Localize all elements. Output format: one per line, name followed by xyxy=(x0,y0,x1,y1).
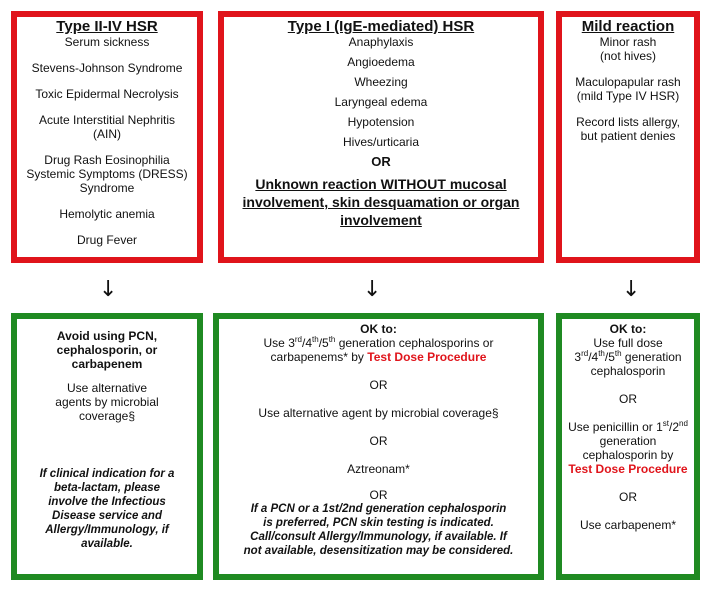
or-3: OR xyxy=(369,488,388,502)
or-label: OR xyxy=(371,154,391,169)
clinical-note-line-2: beta-lactam, please xyxy=(53,482,161,494)
ain-line-1: Acute Interstitial Nephritis xyxy=(38,113,176,127)
avoid-line-3: carbapenem xyxy=(71,357,143,371)
ain-line-2: (AIN) xyxy=(93,127,121,141)
type-1-hsr-box xyxy=(218,11,544,263)
ok-to-label: OK to: xyxy=(360,322,397,336)
type-2-4-hsr-title: Type II-IV HSR xyxy=(56,18,158,35)
pcn-note-line-4: not available, desensitization may be considered. xyxy=(243,545,514,557)
or-2: OR xyxy=(369,434,388,448)
alt-agent: Use alternative agent by microbial coverage§ xyxy=(258,406,499,420)
mild-reaction-title: Mild reaction xyxy=(581,18,675,35)
clinical-note-line-4: Disease service and xyxy=(52,510,162,522)
test-dose-procedure: Test Dose Procedure xyxy=(367,350,487,364)
ok-mild-box xyxy=(556,313,700,580)
use-carbapenem: Use carbapenem* xyxy=(579,518,677,532)
generation-line: 3rd/4th/5th generation xyxy=(574,349,682,364)
alt-agents-line-3: coverage§ xyxy=(78,409,136,423)
angioedema: Angioedema xyxy=(347,55,415,69)
anaphylaxis: Anaphylaxis xyxy=(348,35,414,49)
clinical-note-line-1: If clinical indication for a xyxy=(39,468,175,480)
dress-line-2: Systemic Symptoms (DRESS) xyxy=(26,167,188,181)
alt-agents-line-1: Use alternative xyxy=(66,381,148,395)
patient-denies: but patient denies xyxy=(580,129,676,143)
mild-type-4: (mild Type IV HSR) xyxy=(576,89,680,103)
pcn-note-line-1: If a PCN or a 1st/2nd generation cephalosporin xyxy=(250,503,507,515)
hypotension: Hypotension xyxy=(347,115,415,129)
aztreonam: Aztreonam* xyxy=(347,462,410,476)
or-right-2: OR xyxy=(619,490,637,504)
unknown-reaction-line-2: involvement, skin desquamation or organ xyxy=(242,194,520,210)
cephalosporin-by: cephalosporin by xyxy=(582,448,674,462)
record-lists-allergy: Record lists allergy, xyxy=(576,115,680,129)
minor-rash: Minor rash xyxy=(599,35,657,49)
generation-right: generation xyxy=(599,434,657,448)
test-dose-procedure-right: Test Dose Procedure xyxy=(568,462,688,476)
clinical-note-line-6: available. xyxy=(81,538,133,550)
ok-to-label-right: OK to: xyxy=(609,322,647,336)
unknown-reaction-line-3: involvement xyxy=(340,212,422,228)
stevens-johnson: Stevens-Johnson Syndrome xyxy=(31,61,183,75)
penicillin-line: Use penicillin or 1st/2nd xyxy=(568,419,688,434)
or-right-1: OR xyxy=(619,392,637,406)
down-arrow-icon-middle: ↓ xyxy=(363,277,382,302)
full-dose: Use full dose xyxy=(593,336,663,350)
avoid-box xyxy=(11,313,203,580)
laryngeal-edema: Laryngeal edema xyxy=(334,95,428,109)
avoid-line-2: cephalosporin, or xyxy=(56,343,158,357)
dress-line-1: Drug Rash Eosinophilia xyxy=(44,153,170,167)
type-1-hsr-title: Type I (IgE-mediated) HSR xyxy=(287,18,475,35)
cephalosporin-line-2: carbapenems* by Test Dose Procedure xyxy=(270,350,487,364)
toxic-epidermal-necrolysis: Toxic Epidermal Necrolysis xyxy=(35,87,179,101)
drug-fever: Drug Fever xyxy=(76,233,138,247)
cephalosporin-line-1: Use 3rd/4th/5th generation cephalosporins or xyxy=(263,335,494,350)
not-hives: (not hives) xyxy=(599,49,657,63)
avoid-line-1: Avoid using PCN, xyxy=(56,329,158,343)
clinical-note-line-5: Allergy/Immunology, if xyxy=(45,524,169,536)
type-2-4-hsr-box xyxy=(11,11,203,263)
mild-reaction-box xyxy=(556,11,700,263)
hives-urticaria: Hives/urticaria xyxy=(342,135,420,149)
alt-agents-line-2: agents by microbial xyxy=(55,395,159,409)
wheezing: Wheezing xyxy=(354,75,408,89)
clinical-note-line-3: involve the Infectious xyxy=(48,496,166,508)
cephalosporin-right: cephalosporin xyxy=(590,364,666,378)
pcn-note-line-2: is preferred, PCN skin testing is indicated. xyxy=(263,517,494,529)
down-arrow-icon-left: ↓ xyxy=(99,277,118,302)
hemolytic-anemia: Hemolytic anemia xyxy=(59,207,155,221)
maculopapular-rash: Maculopapular rash xyxy=(575,75,681,89)
or-1: OR xyxy=(369,378,388,392)
unknown-reaction-line-1: Unknown reaction WITHOUT mucosal xyxy=(255,176,507,192)
dress-line-3: Syndrome xyxy=(79,181,135,195)
ok-type-1-box xyxy=(213,313,544,580)
down-arrow-icon-right: ↓ xyxy=(622,277,641,302)
serum-sickness: Serum sickness xyxy=(64,35,150,49)
pcn-note-line-3: Call/consult Allergy/Immunology, if available. If xyxy=(250,531,507,543)
